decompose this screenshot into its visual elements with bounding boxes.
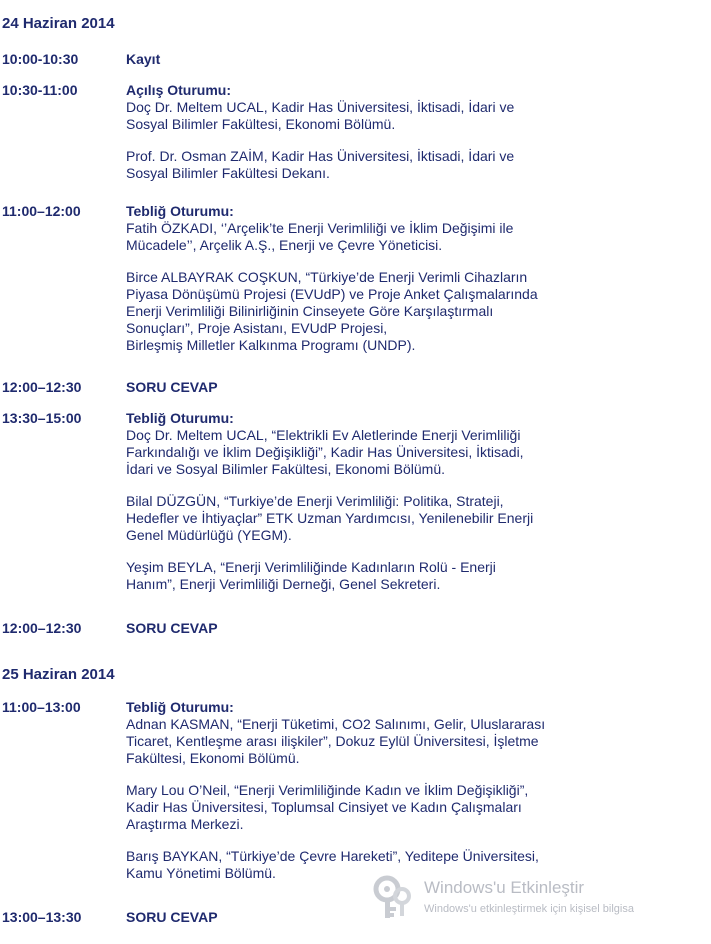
speaker-entry: Prof. Dr. Osman ZAİM, Kadir Has Üniversitesi, İktisadi, İdari ve Sosyal Bilimler Fakültesi Dekanı.	[126, 148, 515, 181]
session-heading: Tebliğ Oturumu:	[126, 410, 234, 426]
speaker-entry: Birce ALBAYRAK COŞKUN, “Türkiye’de Enerji Verimli Cihazların Piyasa Dönüşümü Projesi (EVUdP) ve Proje Anket Çalışmalarında Enerji Verimliliği Bilinirliğinin Cinseyete Göre Karşılaştırmalı Sonuçları”, Proje Asistanı, EVUdP Projesi, Birleşmiş Milletler Kalkınma Programı (UNDP).	[126, 269, 538, 353]
key-icon	[372, 874, 418, 920]
speaker-entry: Doç Dr. Meltem UCAL, “Elektrikli Ev Aletlerinde Enerji Verimliliği Farkındalığı ve İklim Değişikliği”, Kadir Has Üniversitesi, İktisadi, İdari ve Sosyal Bilimler Fakültesi, Ekonomi Bölümü.	[126, 427, 524, 477]
speaker-entry: Barış BAYKAN, “Türkiye’de Çevre Hareketi”, Yeditepe Üniversitesi, Kamu Yönetimi Bölümü.	[126, 848, 539, 881]
day-title: 25 Haziran 2014	[2, 666, 115, 683]
session-heading: Kayıt	[126, 51, 161, 67]
session-heading: Tebliğ Oturumu:	[126, 699, 234, 715]
speaker-entry: Doç Dr. Meltem UCAL, Kadir Has Üniversitesi, İktisadi, İdari ve Sosyal Bilimler Fakültesi, Ekonomi Bölümü.	[126, 99, 515, 132]
session-time: 13:00–13:30	[2, 909, 82, 925]
session-heading: SORU CEVAP	[126, 909, 218, 925]
session-time: 13:30–15:00	[2, 410, 82, 426]
session-time: 10:00-10:30	[2, 51, 79, 67]
session-time: 12:00–12:30	[2, 620, 82, 636]
session-time: 11:00–13:00	[2, 699, 81, 715]
speaker-entry: Yeşim BEYLA, “Enerji Verimliliğinde Kadınların Rolü - Enerji Hanım”, Enerji Verimliliği Derneği, Genel Sekreteri.	[126, 559, 496, 592]
session-heading: SORU CEVAP	[126, 620, 218, 636]
watermark-title: Windows'u Etkinleştir	[424, 878, 585, 897]
session-time: 12:00–12:30	[2, 379, 82, 395]
speaker-entry: Bilal DÜZGÜN, “Turkiye’de Enerji Verimliliği: Politika, Strateji, Hedefler ve İhtiyaçlar” ETK Uzman Yardımcısı, Yenilenebilir Enerji Genel Müdürlüğü (YEGM).	[126, 493, 534, 543]
session-time: 11:00–12:00	[2, 203, 81, 219]
day-title: 24 Haziran 2014	[2, 15, 115, 32]
speaker-entry: Fatih ÖZKADI, ‘’Arçelik’te Enerji Verimliliği ve İklim Değişimi ile Mücadele’’, Arçelik A.Ş., Enerji ve Çevre Yöneticisi.	[126, 220, 514, 253]
session-heading: SORU CEVAP	[126, 379, 218, 395]
speaker-entry: Mary Lou O’Neil, “Enerji Verimliliğinde Kadın ve İklim Değişikliği”, Kadir Has Üniversitesi, Toplumsal Cinsiyet ve Kadın Çalışmaları Araştırma Merkezi.	[126, 782, 529, 832]
speaker-entry: Adnan KASMAN, “Enerji Tüketimi, CO2 Salınımı, Gelir, Uluslararası Ticaret, Kentleşme arası ilişkiler”, Dokuz Eylül Üniversitesi, İşletme Fakültesi, Ekonomi Bölümü.	[126, 716, 546, 766]
session-heading: Açılış Oturumu:	[126, 82, 232, 98]
session-heading: Tebliğ Oturumu:	[126, 203, 234, 219]
watermark-subtitle: Windows'u etkinleştirmek için kişisel bilgisa	[424, 903, 634, 915]
session-time: 10:30-11:00	[2, 82, 78, 98]
windows-activation-watermark	[370, 872, 711, 932]
